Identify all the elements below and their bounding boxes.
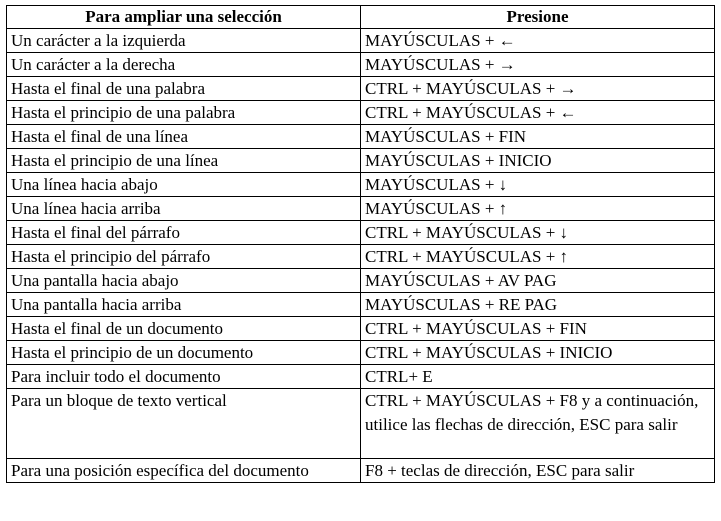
keys-cell: CTRL + MAYÚSCULAS + ↑: [361, 245, 715, 269]
keys-cell: CTRL + MAYÚSCULAS + F8 y a continuación, utilice las flechas de dirección, ESC para salir: [361, 389, 715, 459]
action-cell: Hasta el principio de una línea: [7, 149, 361, 173]
keys-cell: CTRL + MAYÚSCULAS + →: [361, 77, 715, 101]
action-cell: Una línea hacia arriba: [7, 197, 361, 221]
action-cell: Una pantalla hacia arriba: [7, 293, 361, 317]
keys-cell: MAYÚSCULAS + ↑: [361, 197, 715, 221]
table-row: [7, 269, 715, 293]
action-cell: Hasta el final del párrafo: [7, 221, 361, 245]
action-cell: Para una posición específica del documento: [7, 459, 361, 483]
keys-cell: CTRL+ E: [361, 365, 715, 389]
table-row: [7, 221, 715, 245]
table-row: [7, 173, 715, 197]
action-cell: Una línea hacia abajo: [7, 173, 361, 197]
header-keys: Presione: [361, 6, 715, 29]
keys-cell: MAYÚSCULAS + →: [361, 53, 715, 77]
keys-cell: MAYÚSCULAS + AV PAG: [361, 269, 715, 293]
keys-cell: MAYÚSCULAS + INICIO: [361, 149, 715, 173]
table-row: [7, 365, 715, 389]
action-cell: Hasta el final de una línea: [7, 125, 361, 149]
action-cell: Hasta el principio de una palabra: [7, 101, 361, 125]
table-row: [7, 197, 715, 221]
keys-cell: F8 + teclas de dirección, ESC para salir: [361, 459, 715, 483]
table-row: [7, 125, 715, 149]
table-row: [7, 317, 715, 341]
action-cell: Un carácter a la derecha: [7, 53, 361, 77]
table-row: [7, 341, 715, 365]
table-row: [7, 29, 715, 53]
shortcut-table-container: [6, 5, 715, 483]
keys-cell: CTRL + MAYÚSCULAS + INICIO: [361, 341, 715, 365]
keys-cell: CTRL + MAYÚSCULAS + ↓: [361, 221, 715, 245]
keys-cell: MAYÚSCULAS + ←: [361, 29, 715, 53]
action-cell: Para un bloque de texto vertical: [7, 389, 361, 459]
table-header-row: [7, 6, 715, 29]
action-cell: Hasta el final de un documento: [7, 317, 361, 341]
selection-shortcut-table: [6, 5, 715, 483]
table-row: [7, 389, 715, 459]
action-cell: Para incluir todo el documento: [7, 365, 361, 389]
table-row: [7, 149, 715, 173]
keys-cell: MAYÚSCULAS + FIN: [361, 125, 715, 149]
keys-cell: CTRL + MAYÚSCULAS + FIN: [361, 317, 715, 341]
keys-cell: CTRL + MAYÚSCULAS + ←: [361, 101, 715, 125]
action-cell: Hasta el final de una palabra: [7, 77, 361, 101]
table-row: [7, 459, 715, 483]
keys-cell: MAYÚSCULAS + RE PAG: [361, 293, 715, 317]
table-row: [7, 293, 715, 317]
action-cell: Una pantalla hacia abajo: [7, 269, 361, 293]
table-row: [7, 53, 715, 77]
action-cell: Un carácter a la izquierda: [7, 29, 361, 53]
table-row: [7, 101, 715, 125]
header-action: Para ampliar una selección: [7, 6, 361, 29]
table-row: [7, 77, 715, 101]
action-cell: Hasta el principio del párrafo: [7, 245, 361, 269]
table-row: [7, 245, 715, 269]
action-cell: Hasta el principio de un documento: [7, 341, 361, 365]
keys-cell: MAYÚSCULAS + ↓: [361, 173, 715, 197]
